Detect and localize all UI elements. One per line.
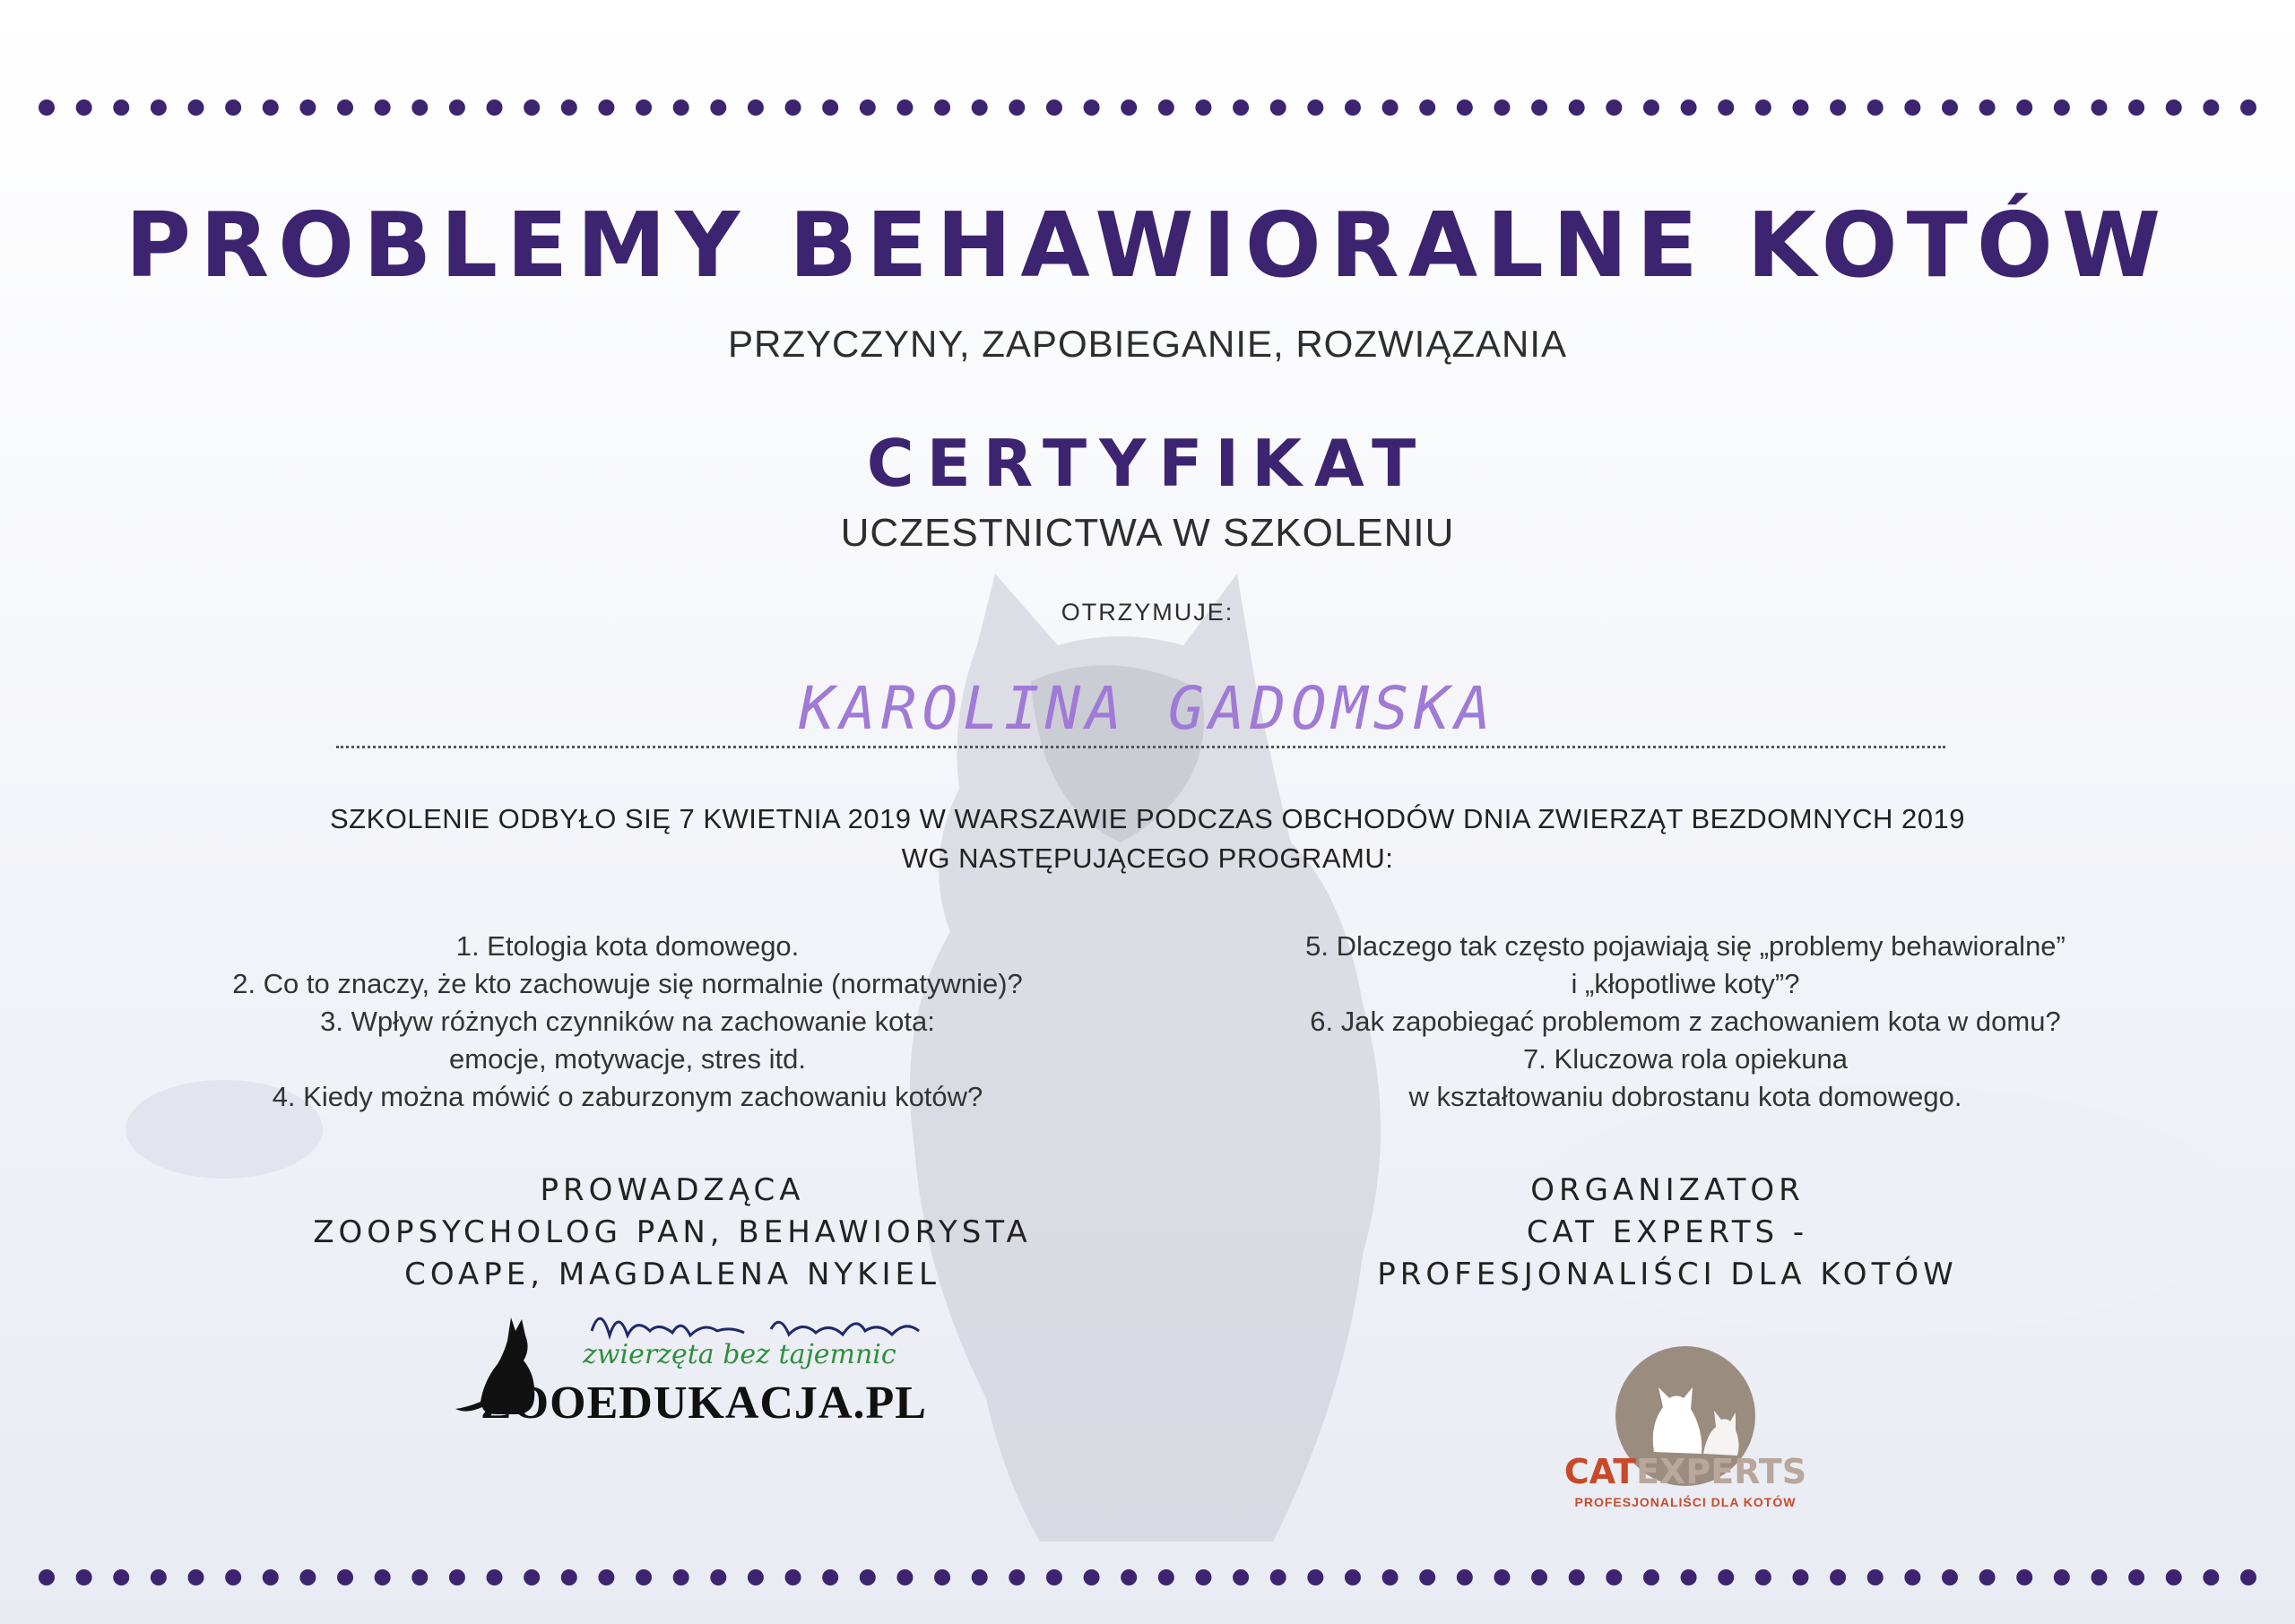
zooedukacja-slogan: zwierzęta bez tajemnic xyxy=(583,1339,896,1370)
border-dot xyxy=(1979,99,1996,116)
border-dot xyxy=(1569,99,1585,116)
border-dot xyxy=(822,1569,838,1585)
border-dot xyxy=(1345,1569,1361,1585)
border-dot xyxy=(1419,99,1435,116)
border-dot xyxy=(598,1569,614,1585)
border-dot xyxy=(1046,1569,1062,1585)
border-dot xyxy=(598,99,614,116)
border-dot xyxy=(524,1569,540,1585)
organizer-line2: PROFESJONALIŚCI DLA KOTÓW xyxy=(1377,1257,1958,1292)
zooedukacja-brand: ZOOEDUKACJA.PL xyxy=(481,1378,927,1429)
border-dot xyxy=(411,1569,428,1585)
border-dot xyxy=(1531,99,1547,116)
catexperts-name-cat: CAT xyxy=(1563,1452,1637,1491)
border-dot xyxy=(972,1569,988,1585)
border-dot xyxy=(561,1569,577,1585)
bottom-dot-border xyxy=(36,1567,2259,1588)
border-dot xyxy=(188,1569,204,1585)
border-dot xyxy=(1606,1569,1622,1585)
program-item: 5. Dlaczego tak często pojawiają się „problemy behawioralne” xyxy=(1305,930,2066,962)
border-dot xyxy=(375,99,391,116)
border-dot xyxy=(748,1569,764,1585)
border-dot xyxy=(561,99,577,116)
border-dot xyxy=(1270,99,1286,116)
border-dot xyxy=(1084,99,1100,116)
border-dot xyxy=(934,99,950,116)
border-dot xyxy=(1830,1569,1846,1585)
border-dot xyxy=(1531,1569,1547,1585)
border-dot xyxy=(1494,1569,1510,1585)
border-dot xyxy=(2240,1569,2256,1585)
recipient-name: KAROLINA GADOMSKA xyxy=(799,674,1496,743)
border-dot xyxy=(1195,99,1211,116)
training-info xyxy=(0,799,2295,878)
border-dot xyxy=(1867,99,1884,116)
border-dot xyxy=(1158,1569,1174,1585)
border-dot xyxy=(2128,99,2144,116)
border-dot xyxy=(113,99,129,116)
border-dot xyxy=(1233,1569,1249,1585)
border-dot xyxy=(1382,99,1399,116)
border-dot xyxy=(487,1569,503,1585)
course-title: PROBLEMY BEHAWIORALNE KOTÓW xyxy=(125,193,2170,298)
border-dot xyxy=(1867,1569,1884,1585)
instructor-label: PROWADZĄCA xyxy=(540,1172,805,1208)
border-dot xyxy=(860,99,876,116)
program-item: 3. Wpływ różnych czynników na zachowanie kota: xyxy=(320,1006,935,1037)
program-right-column xyxy=(1237,928,2134,1116)
instructor-block xyxy=(224,1170,1121,1296)
program-item: 4. Kiedy można mówić o zaburzonym zachowaniu kotów? xyxy=(272,1081,983,1112)
border-dot xyxy=(1904,99,1920,116)
instructor-line1: ZOOPSYCHOLOG PAN, BEHAWIORYSTA xyxy=(313,1214,1032,1250)
border-dot xyxy=(1009,1569,1025,1585)
border-dot xyxy=(151,1569,167,1585)
border-dot xyxy=(1942,99,1958,116)
border-dot xyxy=(748,99,764,116)
border-dot xyxy=(2166,99,2182,116)
border-dot xyxy=(1755,99,1771,116)
border-dot xyxy=(1681,1569,1697,1585)
border-dot xyxy=(673,99,689,116)
border-dot xyxy=(785,1569,801,1585)
receives-label: OTRZYMUJE: xyxy=(1061,599,1234,626)
border-dot xyxy=(39,1569,55,1585)
border-dot xyxy=(934,1569,950,1585)
border-dot xyxy=(710,1569,726,1585)
border-dot xyxy=(1718,1569,1734,1585)
border-dot xyxy=(1643,99,1659,116)
border-dot xyxy=(487,99,503,116)
border-dot xyxy=(1307,99,1323,116)
program-item: 2. Co to znaczy, że kto zachowuje się normalnie (normatywnie)? xyxy=(232,968,1023,999)
border-dot xyxy=(1792,1569,1808,1585)
border-dot xyxy=(263,99,279,116)
border-dot xyxy=(1569,1569,1585,1585)
program-item: 1. Etologia kota domowego. xyxy=(455,930,800,962)
border-dot xyxy=(39,99,55,116)
border-dot xyxy=(225,1569,241,1585)
border-dot xyxy=(1195,1569,1211,1585)
border-dot xyxy=(1904,1569,1920,1585)
certificate-subheading: UCZESTNICTWA W SZKOLENIU xyxy=(840,511,1455,555)
course-subtitle: PRZYCZYNY, ZAPOBIEGANIE, ROZWIĄZANIA xyxy=(727,323,1568,365)
border-dot xyxy=(1270,1569,1286,1585)
border-dot xyxy=(299,99,316,116)
border-dot xyxy=(2166,1569,2182,1585)
border-dot xyxy=(673,1569,689,1585)
program-item: 7. Kluczowa rola opiekuna xyxy=(1523,1043,1848,1075)
border-dot xyxy=(263,1569,279,1585)
border-dot xyxy=(860,1569,876,1585)
border-dot xyxy=(2016,99,2032,116)
border-dot xyxy=(76,1569,92,1585)
organizer-line1: CAT EXPERTS - xyxy=(1526,1214,1809,1250)
border-dot xyxy=(1606,99,1622,116)
border-dot xyxy=(896,99,913,116)
border-dot xyxy=(449,99,465,116)
border-dot xyxy=(896,1569,913,1585)
border-dot xyxy=(1345,99,1361,116)
border-dot xyxy=(1681,99,1697,116)
border-dot xyxy=(1830,99,1846,116)
border-dot xyxy=(151,99,167,116)
border-dot xyxy=(972,99,988,116)
border-dot xyxy=(710,99,726,116)
border-dot xyxy=(1755,1569,1771,1585)
recipient-dotted-line xyxy=(336,746,1945,748)
border-dot xyxy=(2054,1569,2070,1585)
border-dot xyxy=(2240,99,2256,116)
border-dot xyxy=(1121,1569,1137,1585)
border-dot xyxy=(1457,99,1473,116)
organizer-block xyxy=(1219,1170,2116,1296)
border-dot xyxy=(1046,99,1062,116)
border-dot xyxy=(1494,99,1510,116)
border-dot xyxy=(1307,1569,1323,1585)
border-dot xyxy=(337,1569,353,1585)
program-left-column xyxy=(179,928,1076,1116)
border-dot xyxy=(449,1569,465,1585)
border-dot xyxy=(188,99,204,116)
catexperts-name xyxy=(1555,1452,1815,1491)
program-item: i „kłopotliwe koty”? xyxy=(1571,968,1800,999)
border-dot xyxy=(524,99,540,116)
border-dot xyxy=(636,99,652,116)
catexperts-name-experts: EXPERTS xyxy=(1636,1452,1807,1491)
border-dot xyxy=(1457,1569,1473,1585)
border-dot xyxy=(822,99,838,116)
program-item: 6. Jak zapobiegać problemom z zachowaniem kota w domu? xyxy=(1310,1006,2061,1037)
border-dot xyxy=(1158,99,1174,116)
instructor-line2: COAPE, MAGDALENA NYKIEL xyxy=(404,1257,940,1292)
border-dot xyxy=(1121,99,1137,116)
catexperts-tagline: PROFESJONALIŚCI DLA KOTÓW xyxy=(1574,1495,1797,1509)
training-info-line1: SZKOLENIE ODBYŁO SIĘ 7 KWIETNIA 2019 W WARSZAWIE PODCZAS OBCHODÓW DNIA ZWIERZĄT BEZDOMNYCH 2019 xyxy=(329,803,1965,834)
border-dot xyxy=(1009,99,1025,116)
border-dot xyxy=(1979,1569,1996,1585)
border-dot xyxy=(2128,1569,2144,1585)
organizer-label: ORGANIZATOR xyxy=(1530,1172,1805,1208)
border-dot xyxy=(113,1569,129,1585)
border-dot xyxy=(1084,1569,1100,1585)
border-dot xyxy=(2016,1569,2032,1585)
border-dot xyxy=(1382,1569,1399,1585)
catexperts-logo xyxy=(1555,1344,1815,1515)
border-dot xyxy=(1718,99,1734,116)
border-dot xyxy=(76,99,92,116)
border-dot xyxy=(1792,99,1808,116)
border-dot xyxy=(2091,1569,2107,1585)
certificate-heading: CERTYFIKAT xyxy=(866,426,1429,501)
border-dot xyxy=(337,99,353,116)
zooedukacja-logo xyxy=(448,1309,927,1434)
program-item: emocje, motywacje, stres itd. xyxy=(449,1043,806,1075)
program-item: w kształtowaniu dobrostanu kota domowego. xyxy=(1408,1081,1962,1112)
border-dot xyxy=(2203,99,2219,116)
border-dot xyxy=(225,99,241,116)
border-dot xyxy=(2054,99,2070,116)
training-info-line2: WG NASTĘPUJĄCEGO PROGRAMU: xyxy=(901,842,1394,874)
border-dot xyxy=(1419,1569,1435,1585)
border-dot xyxy=(2091,99,2107,116)
border-dot xyxy=(1643,1569,1659,1585)
border-dot xyxy=(785,99,801,116)
top-dot-border xyxy=(36,97,2259,118)
border-dot xyxy=(1942,1569,1958,1585)
border-dot xyxy=(2203,1569,2219,1585)
border-dot xyxy=(1233,99,1249,116)
border-dot xyxy=(636,1569,652,1585)
border-dot xyxy=(299,1569,316,1585)
border-dot xyxy=(411,99,428,116)
border-dot xyxy=(375,1569,391,1585)
